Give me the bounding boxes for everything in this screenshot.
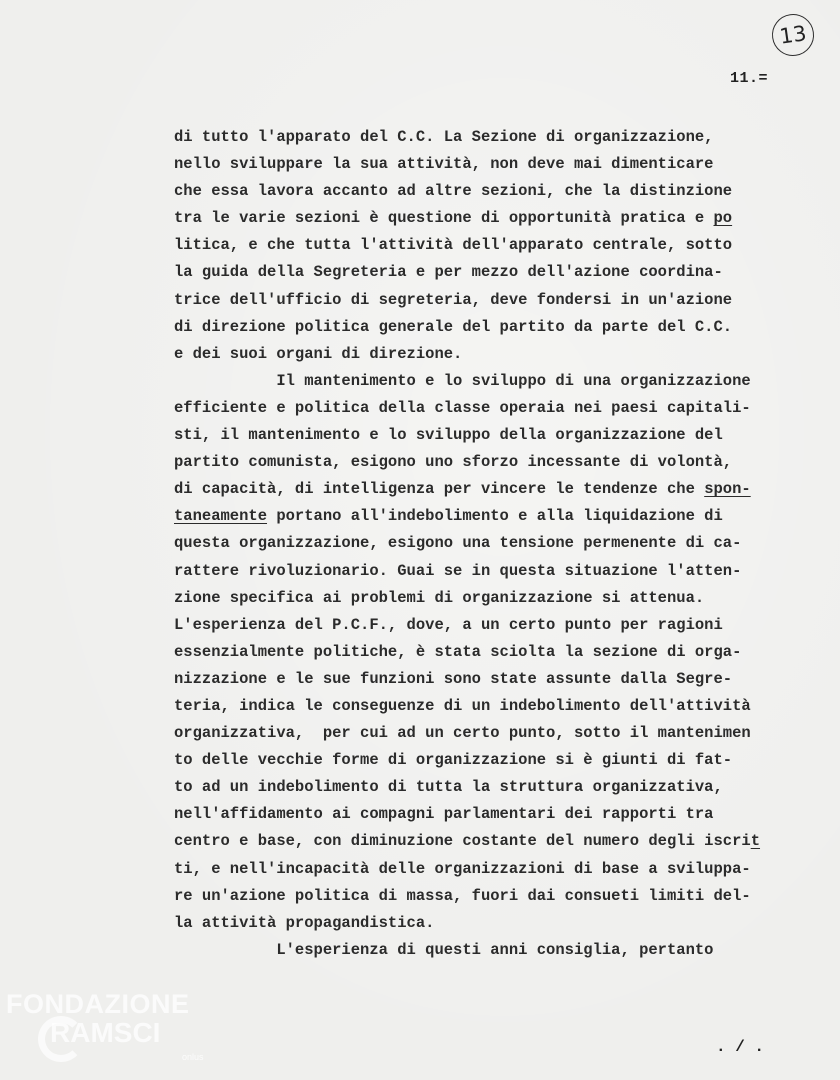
- line-text: litica, e che tutta l'attività dell'apparato centrale, sotto: [174, 236, 733, 255]
- text-line: [174, 612, 794, 639]
- line-text: di direzione politica generale del partito da parte del C.C.: [174, 317, 733, 336]
- watermark-line2: RAMSCI: [50, 1017, 161, 1048]
- line-text: che essa lavora accanto ad altre sezioni, che la distinzione: [174, 182, 733, 201]
- text-line: [174, 503, 794, 530]
- page-number: 11.=: [730, 70, 769, 87]
- text-line: [174, 151, 794, 178]
- text-line: [174, 910, 794, 937]
- line-text: nizzazione e le sue funzioni sono state assunte dalla Segre-: [174, 669, 733, 688]
- document-body: [174, 124, 794, 964]
- line-text: partito comunista, esigono uno sforzo incessante di volontà,: [174, 453, 733, 472]
- text-line: [174, 178, 794, 205]
- underlined-word: spon-: [704, 480, 751, 499]
- text-line: [174, 530, 794, 557]
- text-line: [174, 693, 794, 720]
- underlined-word: taneamente: [174, 507, 268, 526]
- line-text: la guida della Segreteria e per mezzo dell'azione coordina-: [174, 263, 723, 282]
- underlined-word: po: [713, 209, 733, 228]
- line-text: teria, indica le conseguenze di un indebolimento dell'attività: [174, 696, 751, 715]
- text-line: [174, 232, 794, 259]
- text-line: [174, 856, 794, 883]
- text-line: [174, 883, 794, 910]
- line-text: tra le varie sezioni è questione di opportunità pratica e: [174, 209, 714, 228]
- text-line: [174, 747, 794, 774]
- line-text: portano all'indebolimento e alla liquidazione di: [267, 507, 723, 526]
- line-text: to delle vecchie forme di organizzazione si è giunti di fat-: [174, 751, 733, 770]
- text-line: [174, 124, 794, 151]
- text-line: [174, 937, 794, 964]
- underlined-word: t: [750, 832, 761, 851]
- text-line: [174, 422, 794, 449]
- text-line: [174, 395, 794, 422]
- text-line: [174, 259, 794, 286]
- line-text: L'esperienza di questi anni consiglia, pertanto: [174, 940, 714, 959]
- line-text: sti, il mantenimento e lo sviluppo della organizzazione del: [174, 426, 723, 445]
- text-line: [174, 205, 794, 232]
- watermark-line1: FONDAZIONE: [6, 989, 190, 1019]
- line-text: L'esperienza del P.C.F., dove, a un certo punto per ragioni: [174, 615, 723, 634]
- line-text: Il mantenimento e lo sviluppo di una organizzazione: [174, 371, 751, 390]
- text-line: [174, 666, 794, 693]
- line-text: rattere rivoluzionario. Guai se in questa situazione l'atten-: [174, 561, 742, 580]
- line-text: nell'affidamento ai compagni parlamentari dei rapporti tra: [174, 805, 714, 824]
- text-line: [174, 558, 794, 585]
- text-line: [174, 368, 794, 395]
- folio-number-text: 13: [778, 21, 808, 49]
- text-line: [174, 585, 794, 612]
- line-text: questa organizzazione, esigono una tensione permenente di ca-: [174, 534, 742, 553]
- continuation-mark: . / .: [716, 1038, 765, 1056]
- line-text: la attività propagandistica.: [174, 913, 435, 932]
- line-text: trice dell'ufficio di segreteria, deve fondersi in un'azione: [174, 290, 733, 309]
- line-text: to ad un indebolimento di tutta la struttura organizzativa,: [174, 778, 723, 797]
- text-line: [174, 449, 794, 476]
- text-line: [174, 287, 794, 314]
- watermark-onlus: onlus: [182, 1052, 204, 1062]
- line-text: di tutto l'apparato del C.C. La Sezione di organizzazione,: [174, 128, 714, 146]
- line-text: ti, e nell'incapacità delle organizzazioni di base a sviluppa-: [174, 859, 751, 878]
- line-text: zione specifica ai problemi di organizzazione si attenua.: [174, 588, 705, 607]
- line-text: efficiente e politica della classe operaia nei paesi capitali-: [174, 398, 751, 417]
- text-line: [174, 828, 794, 855]
- text-line: [174, 639, 794, 666]
- line-text: centro e base, con diminuzione costante del numero degli iscri: [174, 832, 751, 851]
- text-line: [174, 476, 794, 503]
- text-line: [174, 314, 794, 341]
- text-line: [174, 720, 794, 747]
- text-line: [174, 774, 794, 801]
- text-line: [174, 341, 794, 368]
- text-line: [174, 801, 794, 828]
- line-text: essenzialmente politiche, è stata sciolta la sezione di orga-: [174, 642, 742, 661]
- folio-circled-number: [769, 11, 816, 58]
- line-text: organizzativa, per cui ad un certo punto, sotto il mantenimen: [174, 724, 751, 743]
- fondazione-gramsci-watermark: [6, 990, 226, 1070]
- line-text: nello sviluppare la sua attività, non deve mai dimenticare: [174, 155, 714, 174]
- line-text: re un'azione politica di massa, fuori dai consueti limiti del-: [174, 886, 751, 905]
- watermark-g-logo: [38, 1016, 84, 1062]
- line-text: e dei suoi organi di direzione.: [174, 344, 463, 363]
- line-text: di capacità, di intelligenza per vincere le tendenze che: [174, 480, 705, 499]
